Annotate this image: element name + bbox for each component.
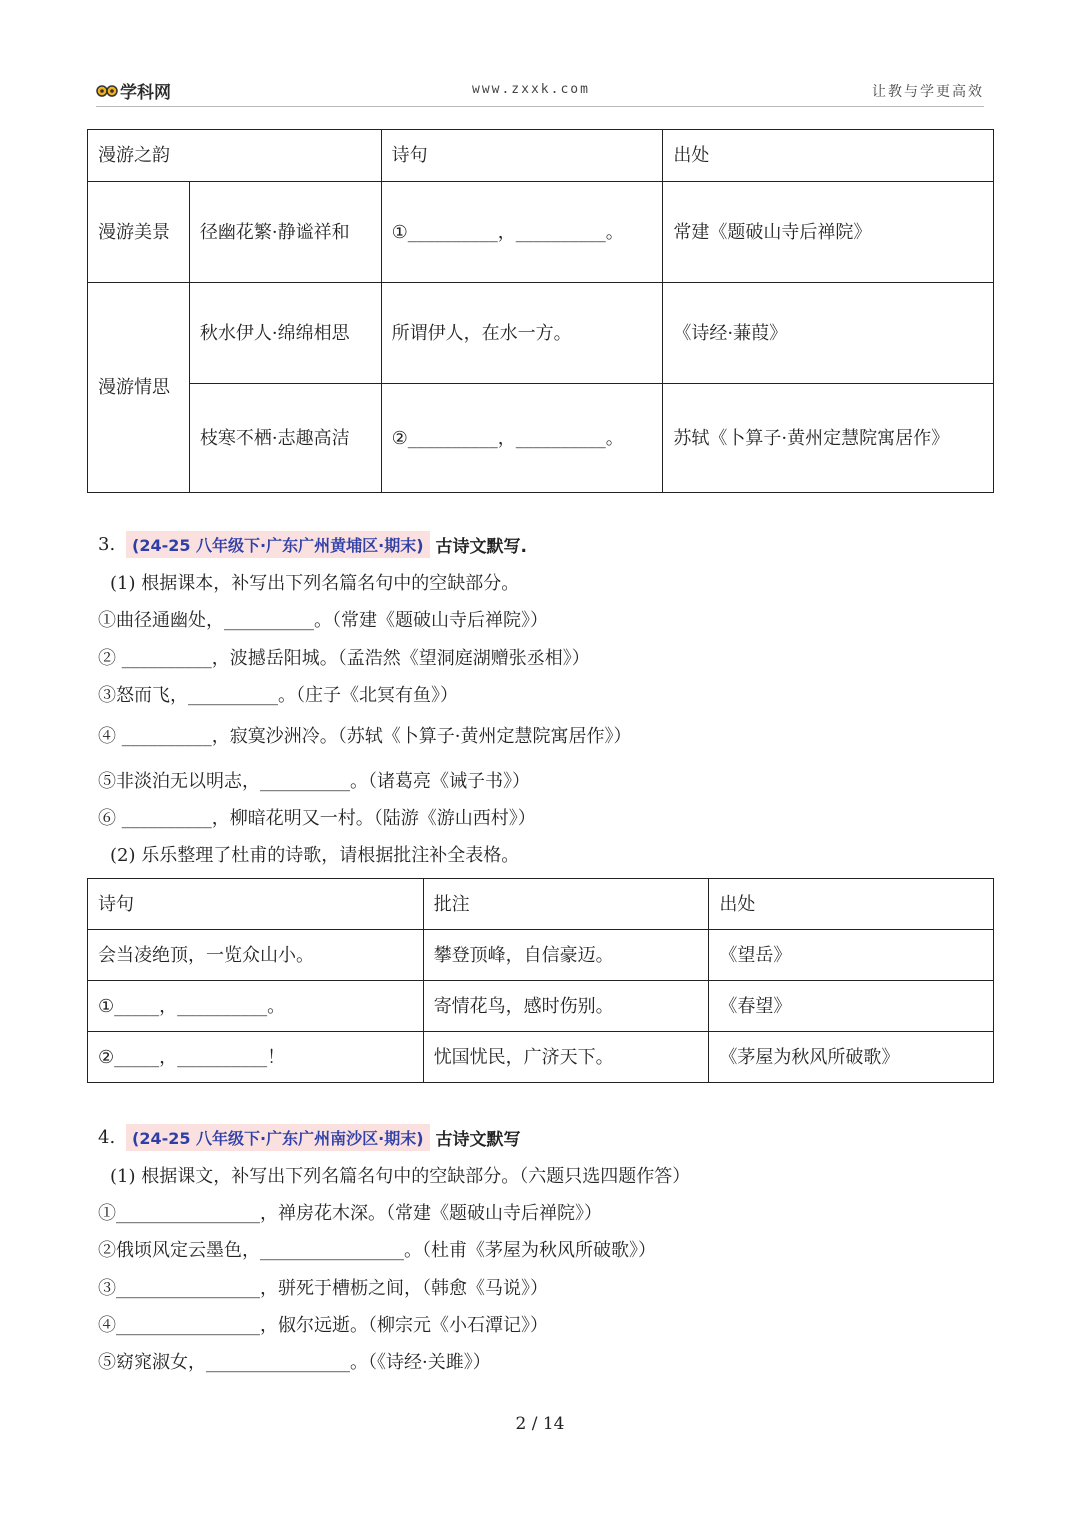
header-cell: 诗句 — [381, 130, 663, 182]
annotation-cell: 寄情花鸟，感时伤别。 — [423, 981, 709, 1032]
fill-blank-item: ④ __________，寂寞沙洲冷。（苏轼《卜算子·黄州定慧院寓居作》） — [98, 726, 632, 747]
verse-cell: ②__________，__________。 — [381, 384, 663, 493]
source-cell: 《茅屋为秋风所破歌》 — [709, 1032, 994, 1083]
page-header — [96, 74, 984, 107]
table-row — [88, 1032, 994, 1083]
theme-cell: 径幽花繁·静谧祥和 — [189, 182, 381, 283]
slogan: 让教与学更高效 — [872, 84, 984, 100]
fill-blank-item: ② __________，波撼岳阳城。（孟浩然《望洞庭湖赠张丞相》） — [98, 648, 590, 669]
table-row — [88, 283, 994, 384]
table-row — [88, 384, 994, 493]
question-title: 古诗文默写. — [435, 537, 527, 557]
sub-question-1: (1) 根据课本，补写出下列名篇名句中的空缺部分。 — [110, 573, 520, 594]
header-cell: 诗句 — [88, 879, 424, 930]
source-cell: 《望岳》 — [709, 930, 994, 981]
verse-cell: 所谓伊人，在水一方。 — [381, 283, 663, 384]
fill-blank-item: ⑤非淡泊无以明志，__________。（诸葛亮《诫子书》） — [98, 771, 530, 792]
category-cell: 漫游情思 — [88, 283, 190, 493]
verse-cell: ①_____，__________。 — [88, 981, 424, 1032]
question-number: 4. — [98, 1127, 116, 1148]
logo-text: 学科网 — [120, 83, 171, 103]
verse-cell: ①__________，__________。 — [381, 182, 663, 283]
source-cell: 《诗经·蒹葭》 — [663, 283, 994, 384]
table-header-row — [88, 130, 994, 182]
source-tag: (24-25 八年级下·广东广州黄埔区·期末) — [126, 531, 430, 558]
question-number: 3. — [98, 534, 116, 555]
table-header-row — [88, 879, 994, 930]
site-url[interactable]: www.zxxk.com — [472, 82, 590, 97]
verse-cell: 会当凌绝顶，一览众山小。 — [88, 930, 424, 981]
table-row — [88, 182, 994, 283]
owl-logo-icon — [96, 82, 118, 100]
source-cell: 常建《题破山寺后禅院》 — [663, 182, 994, 283]
fill-blank-item: ①曲径通幽处，__________。（常建《题破山寺后禅院》） — [98, 610, 548, 631]
question-3-header — [98, 531, 527, 558]
verse-cell: ②_____，__________！ — [88, 1032, 424, 1083]
fill-blank-item: ③怒而飞，__________。（庄子《北冥有鱼》） — [98, 685, 458, 706]
page-number: 2 / 14 — [515, 1414, 565, 1434]
annotation-cell: 攀登顶峰，自信豪迈。 — [423, 930, 709, 981]
roaming-poetry-table — [87, 129, 994, 493]
theme-cell: 枝寒不栖·志趣高洁 — [189, 384, 381, 493]
sub-question-1: (1) 根据课文，补写出下列名篇名句中的空缺部分。（六题只选四题作答） — [110, 1166, 691, 1187]
fill-blank-item: ⑥ __________，柳暗花明又一村。（陆游《游山西村》） — [98, 808, 536, 829]
fill-blank-item: ④________________，俶尔远逝。（柳宗元《小石潭记》） — [98, 1315, 548, 1336]
table-row — [88, 981, 994, 1032]
sub-question-2: (2) 乐乐整理了杜甫的诗歌，请根据批注补全表格。 — [110, 845, 520, 866]
header-cell: 出处 — [663, 130, 994, 182]
question-title: 古诗文默写 — [435, 1130, 521, 1150]
table-row — [88, 930, 994, 981]
fill-blank-item: ⑤窈窕淑女，________________。（《诗经·关雎》） — [98, 1352, 491, 1373]
fill-blank-item: ③________________，骈死于槽枥之间，（韩愈《马说》） — [98, 1278, 548, 1299]
du-fu-poems-table — [87, 878, 994, 1083]
logo — [96, 78, 171, 103]
annotation-cell: 忧国忧民，广济天下。 — [423, 1032, 709, 1083]
question-4-header — [98, 1124, 521, 1151]
header-cell: 批注 — [423, 879, 709, 930]
theme-cell: 秋水伊人·绵绵相思 — [189, 283, 381, 384]
fill-blank-item: ①________________，禅房花木深。（常建《题破山寺后禅院》） — [98, 1203, 602, 1224]
header-cell: 漫游之韵 — [88, 130, 382, 182]
source-cell: 《春望》 — [709, 981, 994, 1032]
category-cell: 漫游美景 — [88, 182, 190, 283]
fill-blank-item: ②俄顷风定云墨色，________________。（杜甫《茅屋为秋风所破歌》） — [98, 1240, 656, 1261]
source-cell: 苏轼《卜算子·黄州定慧院寓居作》 — [663, 384, 994, 493]
header-cell: 出处 — [709, 879, 994, 930]
source-tag: (24-25 八年级下·广东广州南沙区·期末) — [126, 1124, 430, 1151]
